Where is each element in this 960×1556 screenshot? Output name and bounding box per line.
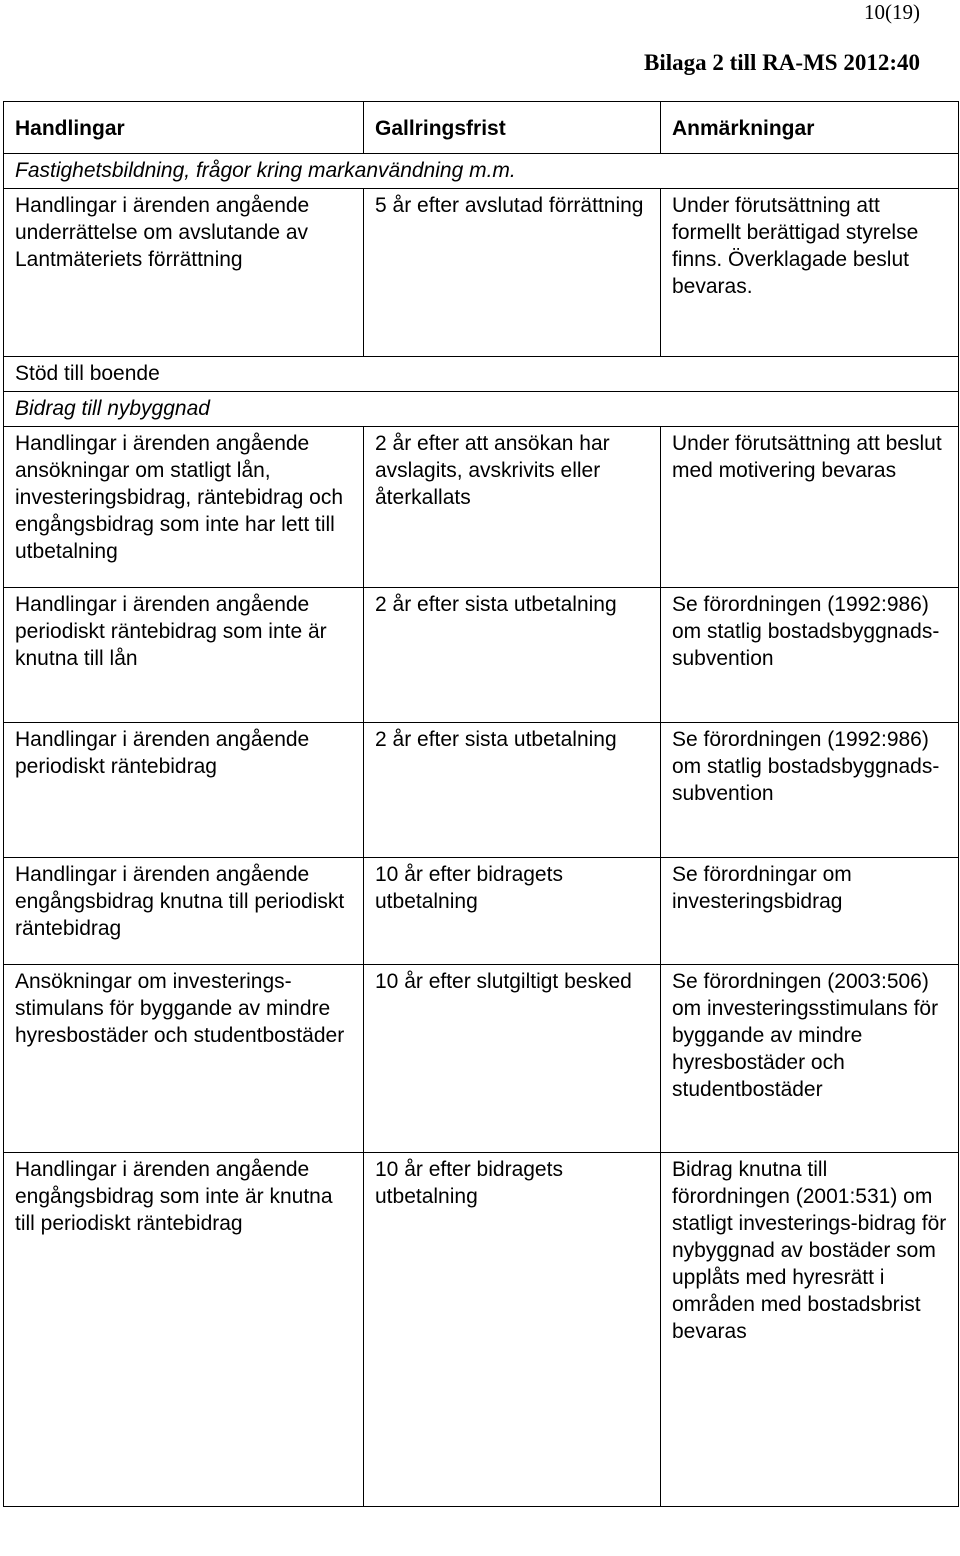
table-row [4,858,959,965]
page-number: 10(19) [864,0,920,24]
table-row [4,965,959,1153]
appendix-reference: Bilaga 2 till RA-MS 2012:40 [644,50,920,75]
document-cell: Handlingar i ärenden angående underrättelse om avslutande av Lantmäteriets förrättning [4,189,364,357]
retention-period-cell: 10 år efter bidragets utbetalning [364,1153,661,1507]
retention-period-cell: 2 år efter sista utbetalning [364,723,661,858]
group-heading-row [4,154,959,189]
column-header-remarks: Anmärkningar [661,102,959,154]
table-row [4,588,959,723]
retention-schedule-table [3,101,959,1507]
section-heading-stod-till-boende: Stöd till boende [4,357,959,392]
retention-period-cell: 10 år efter bidragets utbetalning [364,858,661,965]
retention-period-cell: 5 år efter avslutad förrättning [364,189,661,357]
document-cell: Handlingar i ärenden angående ansökningar om statligt lån, investeringsbidrag, räntebidrag och engångsbidrag som inte har lett till utbetalning [4,427,364,588]
document-cell: Handlingar i ärenden angående periodiskt räntebidrag [4,723,364,858]
group-heading-fastighetsbildning: Fastighetsbildning, frågor kring markanvändning m.m. [4,154,959,189]
column-header-documents: Handlingar [4,102,364,154]
retention-period-cell: 2 år efter att ansökan har avslagits, avskrivits eller återkallats [364,427,661,588]
column-header-retention-period: Gallringsfrist [364,102,661,154]
remarks-cell: Under förutsättning att beslut med motivering bevaras [661,427,959,588]
remarks-cell: Se förordningen (1992:986) om statlig bostadsbyggnads-subvention [661,723,959,858]
table-header-row [4,102,959,154]
document-cell: Handlingar i ärenden angående engångsbidrag som inte är knutna till periodiskt räntebidrag [4,1153,364,1507]
table-row [4,1153,959,1507]
remarks-cell: Se förordningen (1992:986) om statlig bostadsbyggnads-subvention [661,588,959,723]
remarks-cell: Se förordningar om investeringsbidrag [661,858,959,965]
table-row [4,427,959,588]
group-heading-bidrag-till-nybyggnad: Bidrag till nybyggnad [4,392,959,427]
table-row [4,189,959,357]
table-row [4,723,959,858]
retention-period-cell: 10 år efter slutgiltigt besked [364,965,661,1153]
document-cell: Handlingar i ärenden angående periodiskt räntebidrag som inte är knutna till lån [4,588,364,723]
document-cell: Handlingar i ärenden angående engångsbidrag knutna till periodiskt räntebidrag [4,858,364,965]
retention-period-cell: 2 år efter sista utbetalning [364,588,661,723]
remarks-cell: Under förutsättning att formellt berättigad styrelse finns. Överklagade beslut bevaras. [661,189,959,357]
group-heading-row [4,392,959,427]
remarks-cell: Se förordningen (2003:506) om investeringsstimulans för byggande av mindre hyresbostäder och studentbostäder [661,965,959,1153]
section-heading-row [4,357,959,392]
remarks-cell: Bidrag knutna till förordningen (2001:531) om statligt investerings-bidrag för nybyggnad av bostäder som upplåts med hyresrätt i områden med bostadsbrist bevaras [661,1153,959,1507]
document-cell: Ansökningar om investerings-stimulans för byggande av mindre hyresbostäder och studentbostäder [4,965,364,1153]
